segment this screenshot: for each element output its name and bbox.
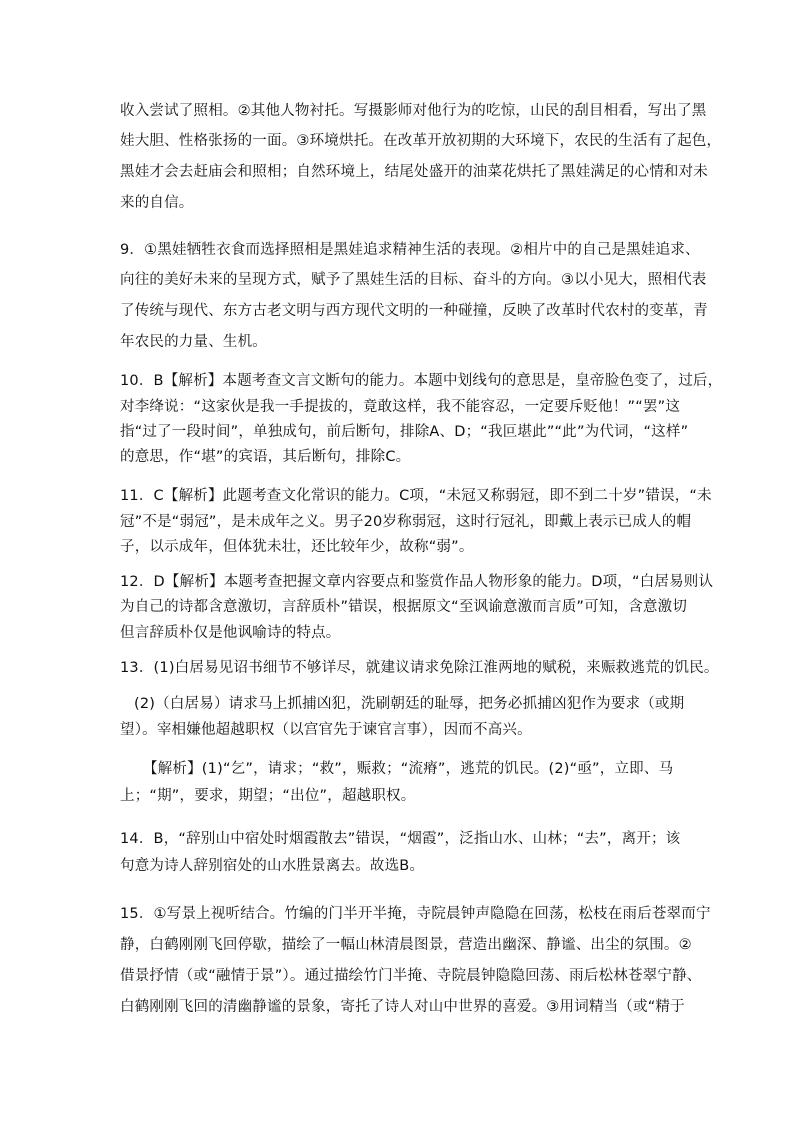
text-line: 白鹤刚刚飞回的清幽静谧的景象，寄托了诗人对山中世界的喜爱。③用词精当（或“精于 xyxy=(120,999,685,1015)
text-line: 对李绛说：“这家伙是我一手提拔的，竟敢这样，我不能容忍，一定要斥贬他！”“罢”这 xyxy=(120,399,681,415)
text-line: 向往的美好未来的呈现方式，赋予了黑娃生活的目标、奋斗的方向。③以小见大，照相代表 xyxy=(120,272,707,288)
text-line: 来的自信。 xyxy=(120,195,194,211)
text-line: 黑娃才会去赶庙会和照相；自然环境上，结尾处盛开的油菜花烘托了黑娃满足的心情和对未 xyxy=(120,164,708,180)
text-line: 了传统与现代、东方古老文明与西方现代文明的一种碰撞，反映了改革时代农村的变革，青 xyxy=(120,303,708,319)
text-line: 收入尝试了照相。②其他人物衬托。写摄影师对他行为的吃惊，山民的刮目相看，写出了黑 xyxy=(120,103,707,119)
text-line: 的意思，作“堪”的宾语，其后断句，排除C。 xyxy=(120,449,411,465)
text-line: 望）。宰相嫌他超越职权（以宫官先于谏官言事），因而不高兴。 xyxy=(120,722,532,738)
text-line: 冠”不是“弱冠”，是未成年之义。男子20岁称弱冠，这时行冠礼，即戴上表示已成人的帽 xyxy=(120,514,692,530)
text-line: 【解析】(1)“乞”，请求；“救”，赈救；“流瘠”，逃荒的饥民。(2)“亟”，立即、马 xyxy=(143,761,674,777)
text-line: 子，以示成年，但体犹未壮，还比较年少，故称“弱”。 xyxy=(120,539,474,555)
text-line: 借景抒情（或“融情于景”）。通过描绘竹门半掩、寺院晨钟隐隐回荡、雨后松林苍翠宁静、 xyxy=(120,968,702,984)
text-line: 9．①黑娃牺牲衣食而选择照相是黑娃追求精神生活的表现。②相片中的自己是黑娃追求、 xyxy=(120,242,700,258)
text-line: (2)（白居易）请求马上抓捕凶犯，洗刷朝廷的耻辱，把务必抓捕凶犯作为要求（或期 xyxy=(134,696,685,712)
text-line: 但言辞质朴仅是他讽喻诗的特点。 xyxy=(120,625,341,641)
text-line: 句意为诗人辞别宿处的山水胜景离去。故选B。 xyxy=(120,858,425,874)
text-line: 静，白鹤刚刚飞回停歇，描绘了一幅山林清晨图景，营造出幽深、静谧、出尘的氛围。② xyxy=(120,937,692,953)
text-line: 14．B，“辞别山中宿处时烟霞散去”错误，“烟霞”，泛指山水、山林；“去”，离开；该 xyxy=(120,831,681,847)
text-line: 娃大胆、性格张扬的一面。③环境烘托。在改革开放初期的大环境下，农民的生活有了起色， xyxy=(120,133,722,149)
text-line: 11．C【解析】此题考查文化常识的能力。C项，“未冠又称弱冠，即不到二十岁”错误，“未 xyxy=(120,488,712,504)
text-line: 年农民的力量、生机。 xyxy=(120,334,267,350)
text-line: 上；“期”，要求，期望；“出位”，超越职权。 xyxy=(120,788,416,804)
text-line: 指“过了一段时间”，单独成句，前后断句，排除A、D；“我叵堪此”“此”为代词，“这样” xyxy=(120,424,689,440)
text-line: 15．①写景上视听结合。竹编的门半开半掩，寺院晨钟声隐隐在回荡，松枝在雨后苍翠而宁 xyxy=(120,906,711,922)
text-line: 为自己的诗都含意激切，言辞质朴”错误，根据原文“至讽谕意激而言质”可知，含意激切 xyxy=(120,599,688,615)
text-line: 12．D【解析】本题考查把握文章内容要点和鉴赏作品人物形象的能力。D项，“白居易则认 xyxy=(120,574,714,590)
text-line: 10．B【解析】本题考查文言文断句的能力。本题中划线句的意思是，皇帝脸色变了，过后， xyxy=(120,373,723,389)
text-line: 13．(1)白居易见诏书细节不够详尽，就建议请求免除江淮两地的赋税，来赈救逃荒的饥民。 xyxy=(120,660,719,676)
